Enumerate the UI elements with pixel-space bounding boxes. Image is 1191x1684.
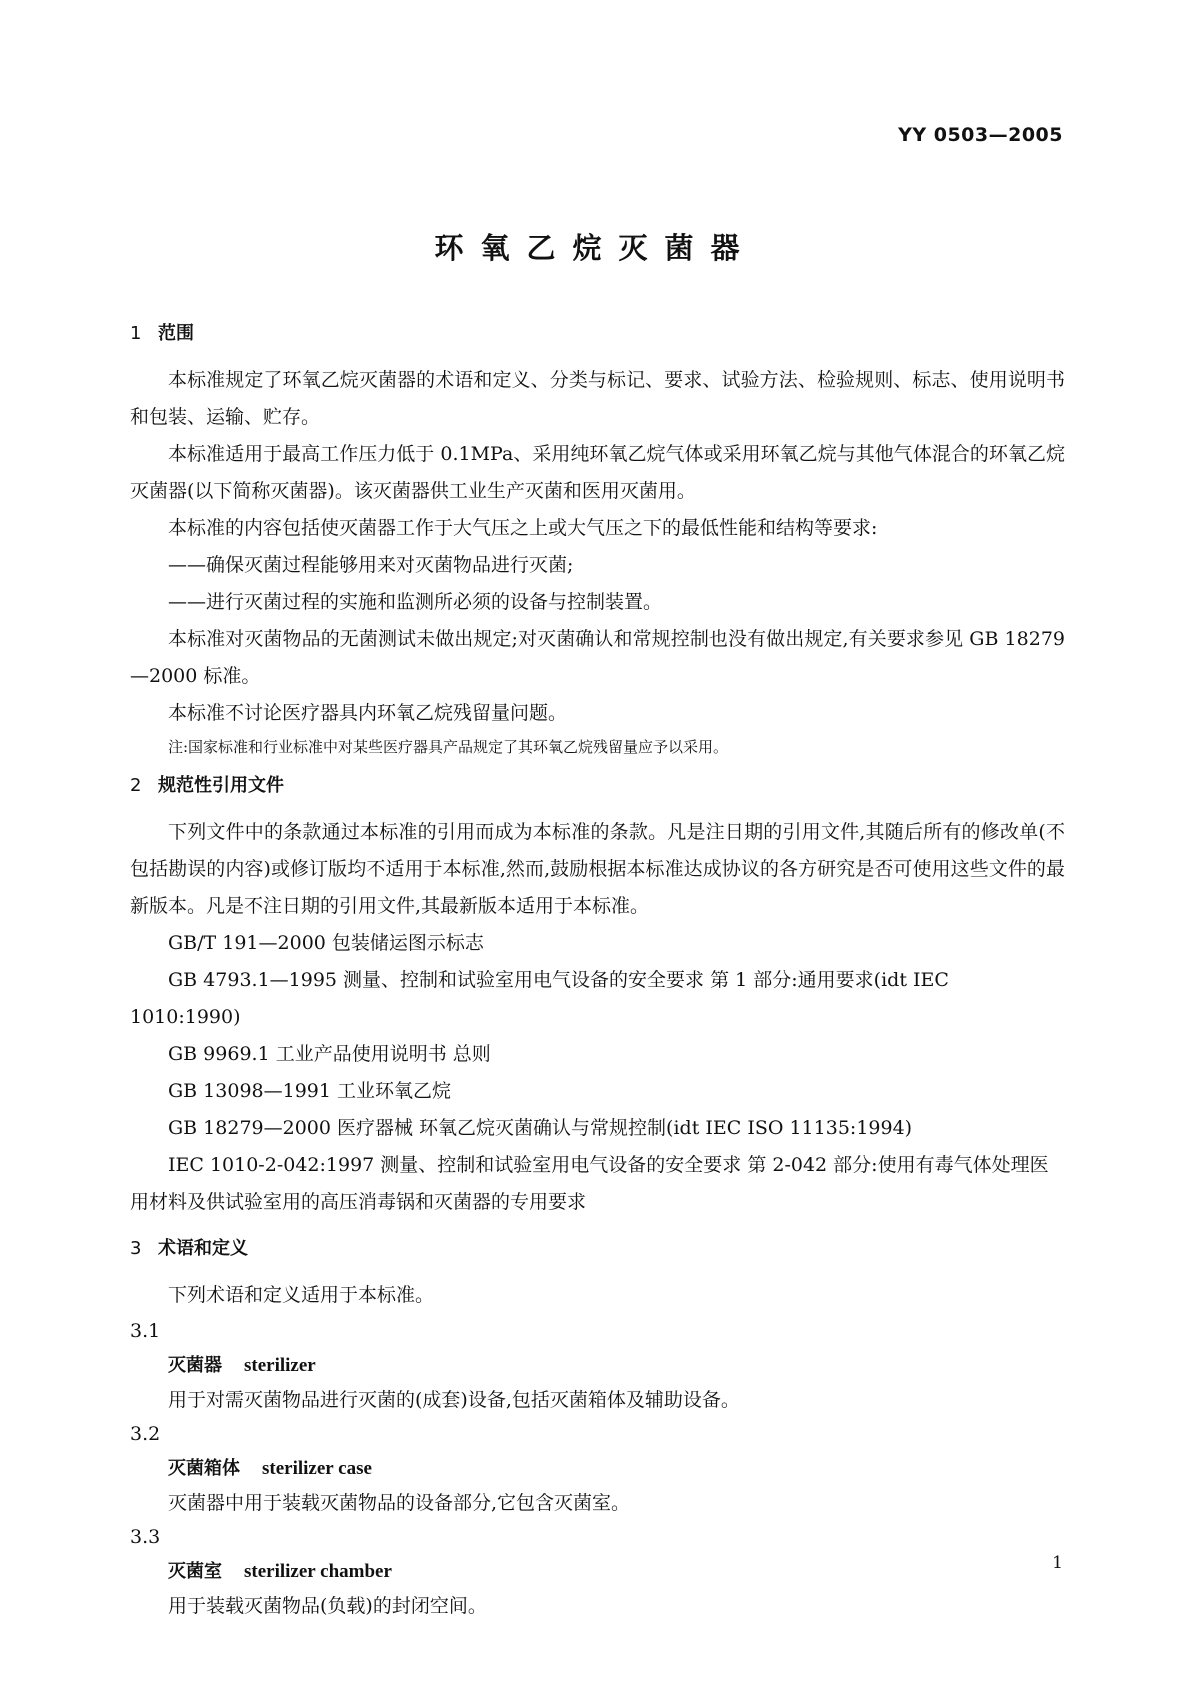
section-1-paragraph: 本标准适用于最高工作压力低于 0.1MPa、采用纯环氧乙烷气体或采用环氧乙烷与其他气体混合的环氧乙烷灭菌器(以下简称灭菌器)。该灭菌器供工业生产灭菌和医用灭菌用。 <box>130 443 1065 502</box>
term-number: 3.2 <box>130 1423 161 1445</box>
term-entry <box>130 1314 1065 1417</box>
term-name-zh: 灭菌室 <box>168 1561 222 1582</box>
section-1-list-item: ——进行灭菌过程的实施和监测所必须的设备与控制装置。 <box>168 591 663 613</box>
reference-item: GB/T 191—2000 包装储运图示标志 <box>168 932 484 954</box>
section-1-list-item: ——确保灭菌过程能够用来对灭菌物品进行灭菌; <box>168 554 574 576</box>
term-entry <box>130 1520 1065 1623</box>
term-name-zh: 灭菌器 <box>168 1355 222 1376</box>
term-name-zh: 灭菌箱体 <box>168 1458 240 1479</box>
term-definition: 用于对需灭菌物品进行灭菌的(成套)设备,包括灭菌箱体及辅助设备。 <box>168 1389 740 1411</box>
section-1-paragraph: 本标准的内容包括使灭菌器工作于大气压之上或大气压之下的最低性能和结构等要求: <box>168 517 878 539</box>
term-name-en: sterilizer case <box>262 1458 372 1479</box>
term-name <box>168 1554 1065 1589</box>
reference-item: IEC 1010-2-042:1997 测量、控制和试验室用电气设备的安全要求 第 2-042 部分:使用有毒气体处理医用材料及供试验室用的高压消毒锅和灭菌器的专用要求 <box>130 1154 1049 1213</box>
section-3-intro: 下列术语和定义适用于本标准。 <box>168 1284 435 1306</box>
section-2-title: 规范性引用文件 <box>158 775 284 796</box>
term-number: 3.3 <box>130 1526 161 1548</box>
section-1-note: 注:国家标准和行业标准中对某些医疗器具产品规定了其环氧乙烷残留量应予以采用。 <box>168 738 729 756</box>
reference-item: GB 9969.1 工业产品使用说明书 总则 <box>168 1043 491 1065</box>
term-definition: 用于装载灭菌物品(负载)的封闭空间。 <box>168 1595 487 1617</box>
term-name <box>168 1451 1065 1486</box>
section-1-paragraph: 本标准规定了环氧乙烷灭菌器的术语和定义、分类与标记、要求、试验方法、检验规则、标志、使用说明书和包装、运输、贮存。 <box>130 369 1065 428</box>
section-2-intro: 下列文件中的条款通过本标准的引用而成为本标准的条款。凡是注日期的引用文件,其随后所有的修改单(不包括勘误的内容)或修订版均不适用于本标准,然而,鼓励根据本标准达成协议的各方研究是否可使用这些文件的最新版本。凡是不注日期的引用文件,其最新版本适用于本标准。 <box>130 821 1065 917</box>
section-2-number: 2 <box>130 775 142 796</box>
page-number: 1 <box>1052 1553 1063 1573</box>
section-1-number: 1 <box>130 323 142 344</box>
term-name <box>168 1348 1065 1383</box>
term-name-en: sterilizer chamber <box>244 1561 392 1582</box>
section-1-paragraph: 本标准对灭菌物品的无菌测试未做出规定;对灭菌确认和常规控制也没有做出规定,有关要求参见 GB 18279—2000 标准。 <box>130 628 1065 687</box>
section-1-title: 范围 <box>158 323 194 344</box>
term-name-en: sterilizer <box>244 1355 316 1376</box>
section-2-heading <box>130 772 1065 800</box>
standard-code: YY 0503—2005 <box>898 124 1063 146</box>
document-title: 环氧乙烷灭菌器 <box>434 231 757 265</box>
document-body <box>130 320 1065 1623</box>
section-3-heading <box>130 1235 1065 1263</box>
reference-item: GB 18279—2000 医疗器械 环氧乙烷灭菌确认与常规控制(idt IEC ISO 11135:1994) <box>168 1117 913 1139</box>
section-1-paragraph: 本标准不讨论医疗器具内环氧乙烷残留量问题。 <box>168 702 568 724</box>
section-3-title: 术语和定义 <box>158 1238 248 1259</box>
term-number: 3.1 <box>130 1320 161 1342</box>
section-1-heading <box>130 320 1065 348</box>
section-3-number: 3 <box>130 1238 142 1259</box>
reference-item: GB 13098—1991 工业环氧乙烷 <box>168 1080 452 1102</box>
term-entry <box>130 1417 1065 1520</box>
reference-item: GB 4793.1—1995 测量、控制和试验室用电气设备的安全要求 第 1 部分:通用要求(idt IEC 1010:1990) <box>130 969 949 1028</box>
term-definition: 灭菌器中用于装载灭菌物品的设备部分,它包含灭菌室。 <box>168 1492 631 1514</box>
